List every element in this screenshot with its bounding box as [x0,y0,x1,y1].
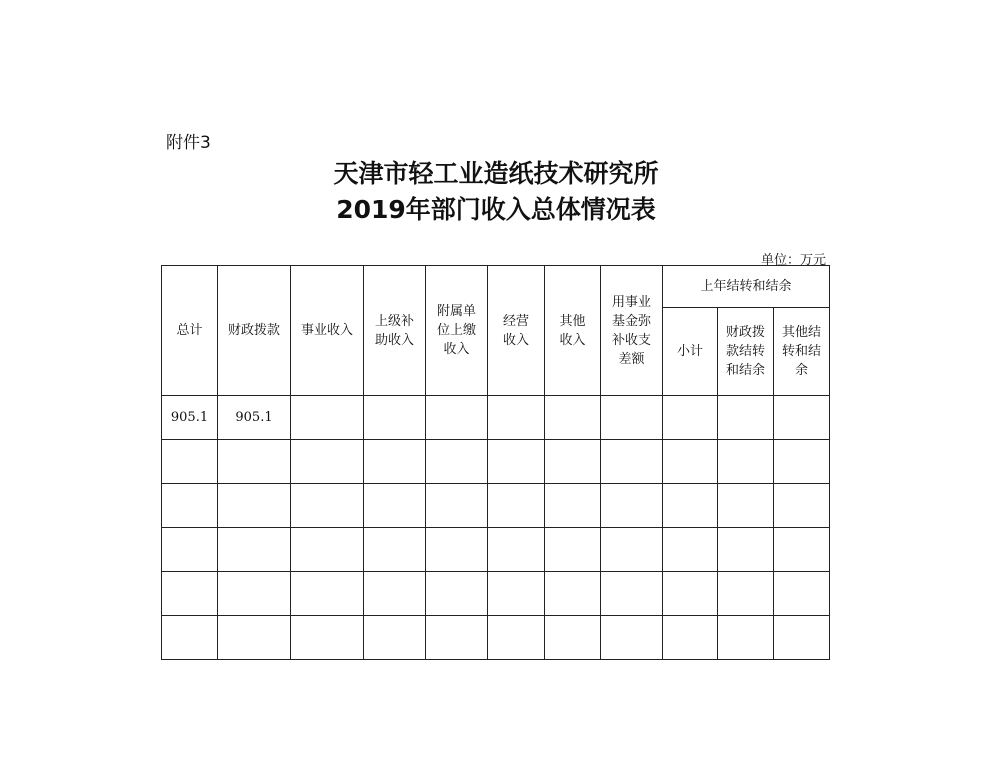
table-cell [426,440,488,484]
table-cell [162,572,218,616]
table-cell [291,528,364,572]
table-cell [364,440,426,484]
header-other-carryover: 其他结 转和结 余 [774,308,830,396]
table-cell [218,528,291,572]
table-row [162,484,830,528]
title-line-2: 2019年部门收入总体情况表 [336,195,656,224]
table-cell [218,440,291,484]
table-cell [291,440,364,484]
table-cell [545,440,601,484]
header-business-fund: 用事业 基金弥 补收支 差额 [601,266,663,396]
table-cell [774,396,830,440]
attachment-label: 附件3 [166,133,211,153]
unit-label: 单位：万元 [760,253,826,268]
table-cell [488,528,545,572]
table-cell [774,616,830,660]
table-cell [364,528,426,572]
header-subtotal: 小计 [663,308,718,396]
table-cell [663,484,718,528]
table-cell [545,528,601,572]
table-cell [601,572,663,616]
table-cell [663,572,718,616]
table-cell [426,528,488,572]
table-cell [426,616,488,660]
table-cell [545,572,601,616]
table-cell [718,484,774,528]
table-cell [426,572,488,616]
header-superior-subsidy: 上级补 助收入 [364,266,426,396]
table-cell [364,616,426,660]
table-cell [488,396,545,440]
table-cell [218,572,291,616]
table-cell [601,440,663,484]
title-line-1: 天津市轻工业造纸技术研究所 [333,159,659,188]
table-cell [291,572,364,616]
table-cell [718,616,774,660]
table-cell [663,528,718,572]
table-cell [364,484,426,528]
header-business-income: 事业收入 [291,266,364,396]
table-cell [291,396,364,440]
income-table [161,265,830,660]
table-cell [218,484,291,528]
table-row [162,528,830,572]
table-cell [601,484,663,528]
table-cell [291,484,364,528]
table-cell [162,484,218,528]
table-cell [663,616,718,660]
header-operating-income: 经营 收入 [488,266,545,396]
table-row [162,440,830,484]
table-cell [426,484,488,528]
table-cell [162,616,218,660]
table-cell [663,440,718,484]
table-cell: 905.1 [218,396,291,440]
table-cell [426,396,488,440]
table-cell [162,528,218,572]
table-cell [364,572,426,616]
table-row [162,616,830,660]
table-cell [718,440,774,484]
table-cell [774,484,830,528]
table-cell [545,616,601,660]
table-cell [718,572,774,616]
table-cell [488,616,545,660]
table-cell [601,528,663,572]
table-cell [663,396,718,440]
table-cell [774,572,830,616]
header-carryover-group: 上年结转和结余 [663,266,830,308]
header-affiliated-unit: 附属单 位上缴 收入 [426,266,488,396]
table-cell [488,484,545,528]
header-total: 总计 [162,266,218,396]
table-cell [488,440,545,484]
table-cell: 905.1 [162,396,218,440]
table-row [162,572,830,616]
table-cell [488,572,545,616]
table-cell [291,616,364,660]
table-cell [601,616,663,660]
table-cell [545,484,601,528]
table-cell [774,440,830,484]
header-fiscal-appropriation: 财政拨款 [218,266,291,396]
table-row [162,396,830,440]
table-cell [364,396,426,440]
table-cell [718,528,774,572]
table-cell [162,440,218,484]
header-row-1 [162,266,830,308]
table-cell [718,396,774,440]
table-cell [545,396,601,440]
table-cell [218,616,291,660]
header-other-income: 其他 收入 [545,266,601,396]
table-cell [601,396,663,440]
header-fiscal-carryover: 财政拨 款结转 和结余 [718,308,774,396]
table-cell [774,528,830,572]
